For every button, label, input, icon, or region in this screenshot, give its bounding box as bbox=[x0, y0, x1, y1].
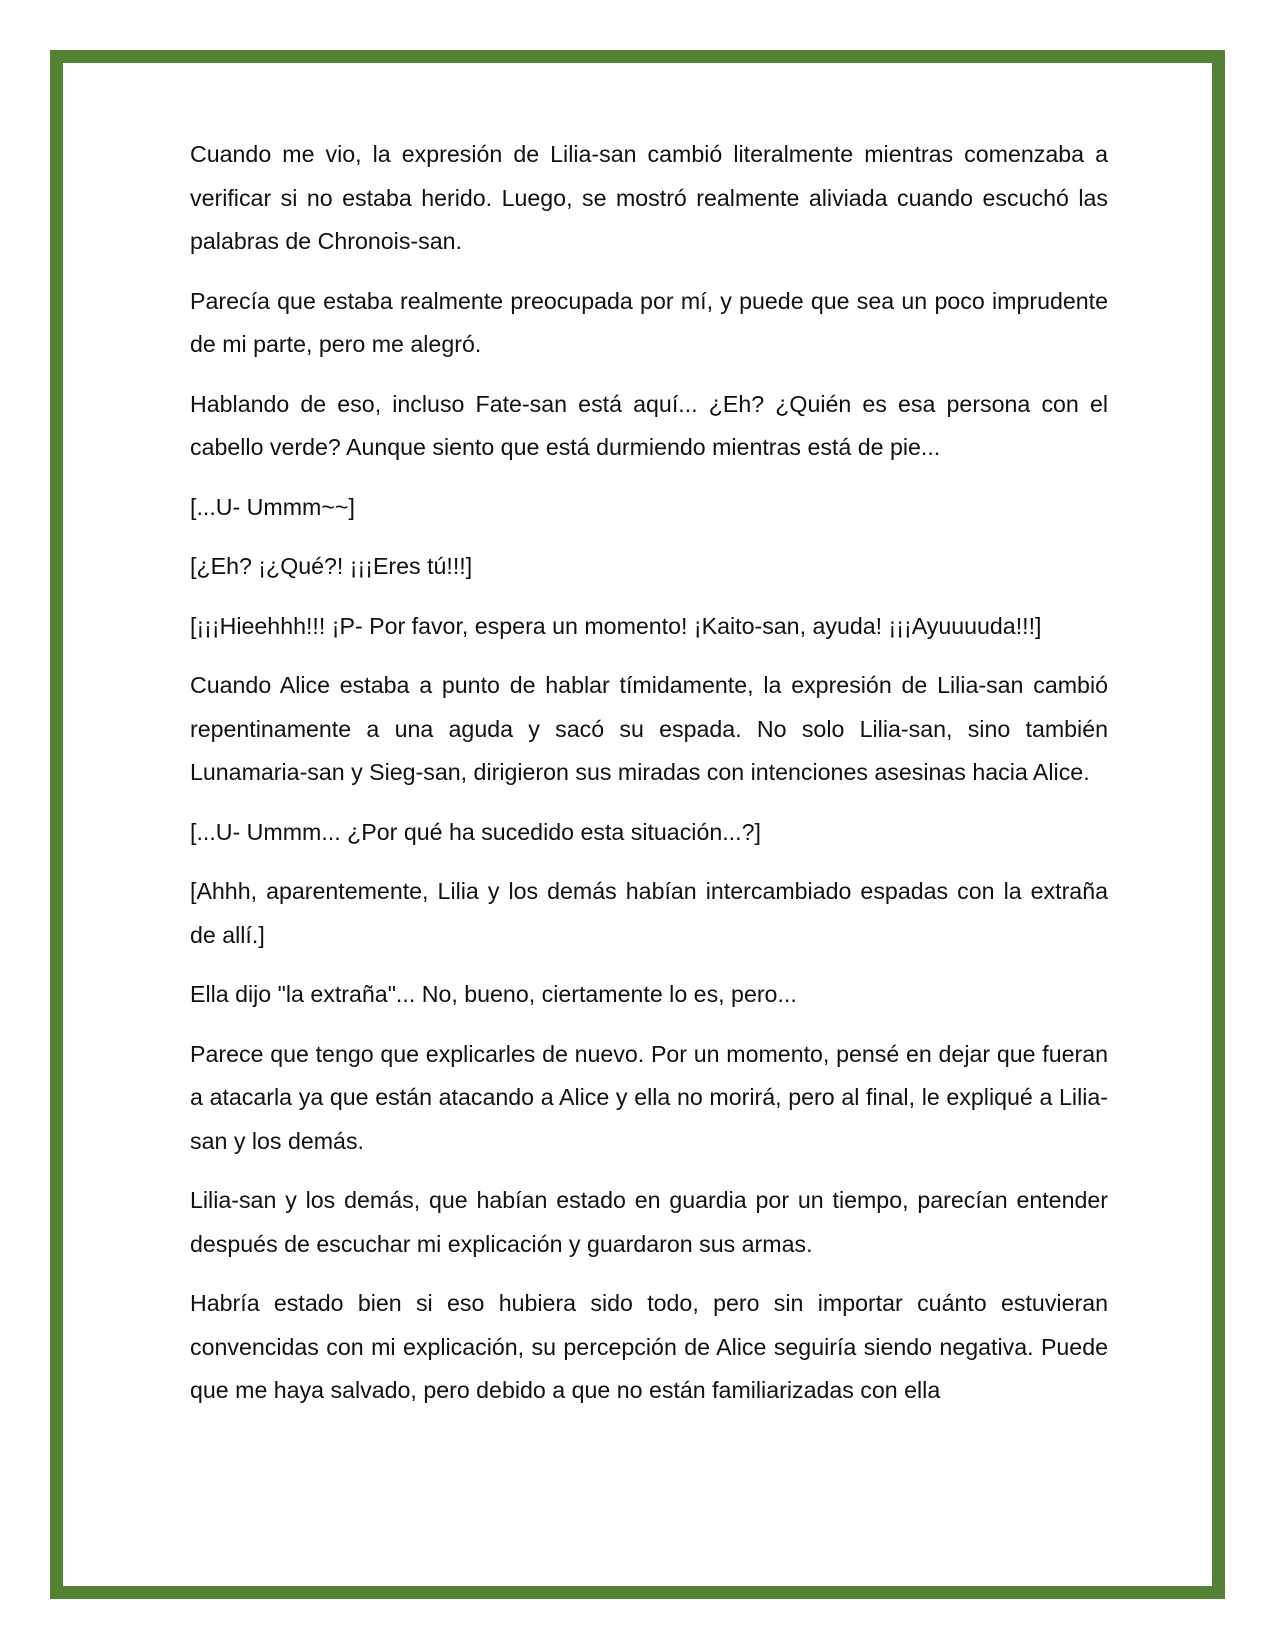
paragraph: Lilia-san y los demás, que habían estado en guardia por un tiempo, parecían entender después de escuchar mi explicación y guardaron sus armas. bbox=[190, 1187, 1108, 1257]
paragraph: Cuando Alice estaba a punto de hablar tímidamente, la expresión de Lilia-san cambió repentinamente a una aguda y sacó su espada. No solo Lilia-san, sino también Lunamaria-san y Sieg-san, dirigieron sus miradas con intenciones asesinas hacia Alice. bbox=[190, 672, 1108, 785]
paragraph: Parece que tengo que explicarles de nuevo. Por un momento, pensé en dejar que fueran a atacarla ya que están atacando a Alice y ella no morirá, pero al final, le expliqué a Lilia-san y los demás. bbox=[190, 1040, 1108, 1154]
paragraph: [...U- Ummm~~] bbox=[190, 493, 355, 520]
paragraph: Cuando me vio, la expresión de Lilia-san cambió literalmente mientras comenzaba a verificar si no estaba herido. Luego, se mostró realmente aliviada cuando escuchó las palabras de Chronois-san. bbox=[190, 141, 1108, 254]
paragraph: Ella dijo "la extraña"... No, bueno, ciertamente lo es, pero... bbox=[190, 981, 797, 1007]
paragraph: [...U- Ummm... ¿Por qué ha sucedido esta situación...?] bbox=[190, 818, 761, 845]
paragraph: Parecía que estaba realmente preocupada por mí, y puede que sea un poco imprudente de mi parte, pero me alegró. bbox=[190, 287, 1108, 357]
document-body bbox=[190, 133, 1108, 1429]
paragraph: [Ahhh, aparentemente, Lilia y los demás habían intercambiado espadas con la extraña de allí.] bbox=[190, 878, 1108, 948]
paragraph: [¡¡¡Hieehhh!!! ¡P- Por favor, espera un momento! ¡Kaito-san, ayuda! ¡¡¡Ayuuuuda!!!] bbox=[190, 612, 1042, 639]
paragraph: Habría estado bien si eso hubiera sido todo, pero sin importar cuánto estuvieran convencidas con mi explicación, su percepción de Alice seguiría siendo negativa. Puede que me haya salvado, pero debido a que no están familiarizadas con ella bbox=[190, 1290, 1108, 1403]
paragraph: Hablando de eso, incluso Fate-san está aquí... ¿Eh? ¿Quién es esa persona con el cabello verde? Aunque siento que está durmiendo mientras está de pie... bbox=[190, 390, 1108, 460]
page-frame bbox=[50, 50, 1225, 1599]
paragraph: [¿Eh? ¡¿Qué?! ¡¡¡Eres tú!!!] bbox=[190, 553, 473, 579]
